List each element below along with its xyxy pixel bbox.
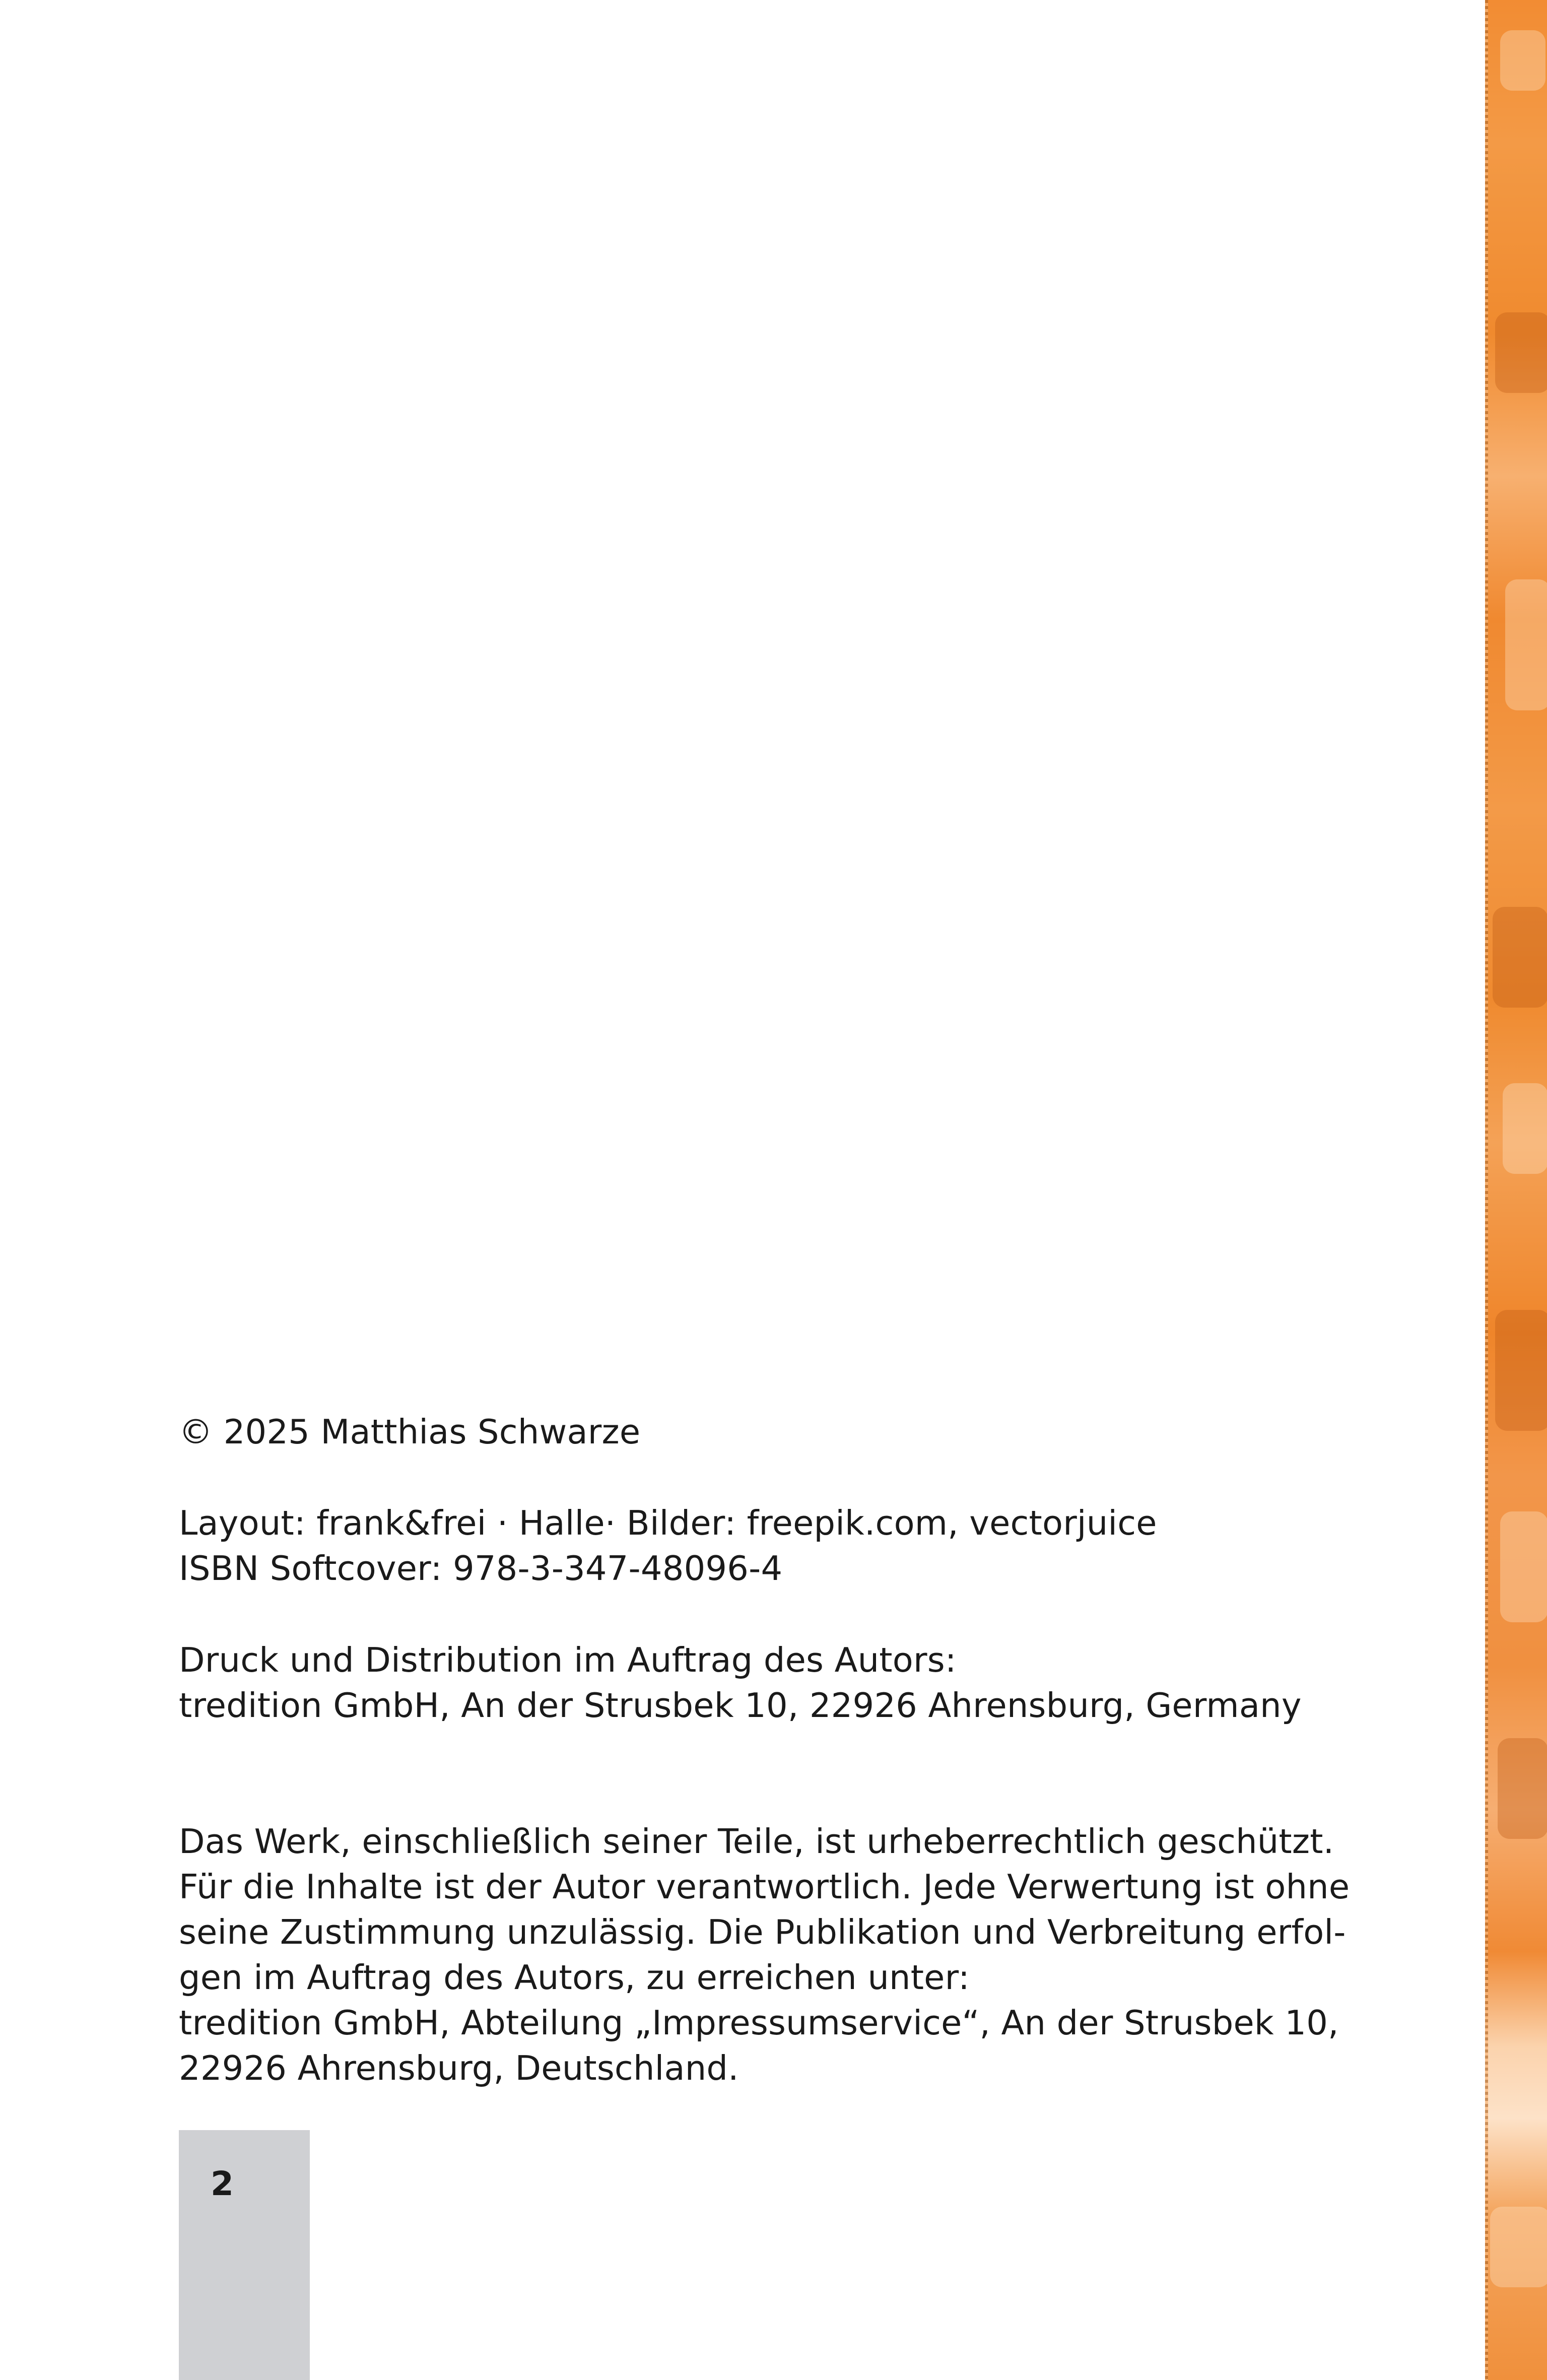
legal-line: tredition GmbH, Abteilung „Impressumservice“, An der Strusbek 10, bbox=[179, 2003, 1339, 2042]
layout-credit-line: Layout: frank&frei · Halle· Bilder: freepik.com, vectorjuice bbox=[179, 1503, 1157, 1543]
page-number: 2 bbox=[211, 2164, 234, 2203]
legal-notice bbox=[179, 1819, 1350, 2091]
strip-decor-shape bbox=[1500, 30, 1545, 91]
strip-decor-shape bbox=[1490, 2207, 1547, 2287]
strip-decor-shape bbox=[1495, 1310, 1547, 1431]
page-number-tab bbox=[179, 2130, 310, 2380]
strip-decor-shape bbox=[1500, 1511, 1547, 1622]
strip-decor-shape bbox=[1493, 907, 1547, 1008]
credits-block bbox=[179, 1500, 1157, 1591]
copyright-notice bbox=[179, 1409, 640, 1455]
strip-decor-shape bbox=[1503, 1083, 1547, 1174]
legal-line: Für die Inhalte ist der Autor verantwortlich. Jede Verwertung ist ohne bbox=[179, 1867, 1350, 1906]
legal-line: gen im Auftrag des Autors, zu erreichen unter: bbox=[179, 1958, 970, 1997]
distribution-line-2: tredition GmbH, An der Strusbek 10, 22926 Ahrensburg, Germany bbox=[179, 1686, 1302, 1725]
decorative-side-strip bbox=[1485, 0, 1547, 2380]
isbn-line: ISBN Softcover: 978-3-347-48096-4 bbox=[179, 1549, 783, 1588]
legal-line: 22926 Ahrensburg, Deutschland. bbox=[179, 2048, 739, 2088]
distribution-line-1: Druck und Distribution im Auftrag des Autors: bbox=[179, 1640, 957, 1680]
strip-decor-shape bbox=[1498, 1738, 1547, 1839]
strip-perforation-edge bbox=[1485, 0, 1488, 2380]
copyright-line: © 2025 Matthias Schwarze bbox=[179, 1412, 641, 1451]
strip-decor-shape bbox=[1505, 579, 1547, 710]
strip-decor-shape bbox=[1495, 312, 1547, 393]
distribution-block bbox=[179, 1637, 1302, 1728]
legal-line: Das Werk, einschließlich seiner Teile, ist urheberrechtlich geschützt. bbox=[179, 1822, 1334, 1861]
legal-line: seine Zustimmung unzulässig. Die Publikation und Verbreitung erfol- bbox=[179, 1912, 1346, 1952]
